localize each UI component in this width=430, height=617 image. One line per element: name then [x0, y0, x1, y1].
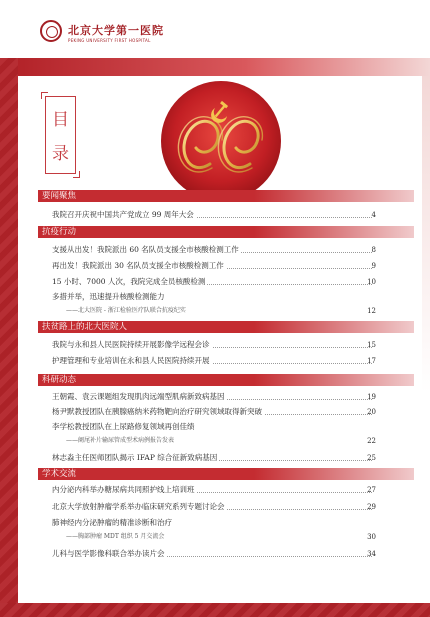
- section-header-epidemic: [38, 226, 414, 238]
- toc-entry[interactable]: [52, 484, 372, 496]
- toc-entry-title: 15 小时、7000 人次，我院完成全员核酸检测: [52, 277, 206, 286]
- toc-entry-title: 儿科与医学影像科联合举办读片会: [52, 549, 165, 558]
- toc-entry[interactable]: [52, 276, 372, 288]
- left-decorative-bar: [0, 58, 18, 604]
- bottom-decorative-band: [0, 603, 430, 617]
- hospital-logo: [40, 20, 62, 42]
- top-decorative-strip: [18, 58, 430, 76]
- institution-english-name: PEKING UNIVERSITY FIRST HOSPITAL: [68, 38, 151, 43]
- section-label: 要闻聚焦: [42, 191, 77, 201]
- toc-entry[interactable]: [52, 452, 372, 464]
- toc-entry-subtitle: ——胸部肿瘤 MDT 组织 5 月交流会: [66, 533, 165, 540]
- section-label: 科研动态: [42, 375, 77, 385]
- toc-entry-title: 李学松教授团队在上尿路修复领域再创佳绩: [52, 422, 195, 431]
- page-header: [0, 0, 430, 58]
- toc-entry-title: 内分泌内科举办糖尿病共同照护线上培训班: [52, 485, 195, 494]
- section-header-academic-exchange: [38, 468, 414, 480]
- toc-entry-page: 22: [367, 437, 376, 445]
- toc-entry[interactable]: [52, 391, 372, 403]
- toc-entry[interactable]: [52, 517, 372, 529]
- section-header-poverty-relief: [38, 321, 414, 333]
- toc-entry[interactable]: [52, 406, 372, 418]
- institution-name: 北京大学第一医院: [68, 24, 164, 37]
- toc-entry-title: 多措并举，迅速提升核酸检测能力: [52, 292, 165, 301]
- toc-entry-title: 林志淼主任医师团队揭示 IFAP 综合征新致病基因: [52, 453, 218, 462]
- toc-entry-page: 27: [367, 486, 376, 494]
- toc-title-char-1: 目: [52, 110, 69, 130]
- toc-entry-subtitle: ——阑尾补片输尿管成型术病例报告发表: [66, 437, 175, 444]
- toc-entry-page: 34: [367, 550, 376, 558]
- toc-title-box: [45, 96, 76, 174]
- toc-entry-title: 王朝霞、袁云课题组发现肌肉远端型肌病新致病基因: [52, 392, 225, 401]
- toc-entry-title: 再出发！我院派出 30 名队员支援全市核酸检测工作: [52, 261, 224, 270]
- toc-entry-title: 我院召开庆祝中国共产党成立 99 周年大会: [52, 210, 194, 219]
- toc-entry-page: 10: [367, 278, 376, 286]
- toc-entry-page: 9: [371, 262, 376, 270]
- toc-entry[interactable]: [52, 209, 372, 221]
- toc-entry-subtitle: ——北大医院 - 浙江检验医疗队联合抗疫纪实: [66, 307, 186, 314]
- toc-title-char-2: 录: [52, 144, 69, 164]
- toc-entry-title: 我院与永和县人民医院持续开展影像学远程会诊: [52, 340, 210, 349]
- toc-entry-title: 北京大学放射肿瘤学系举办临床研究系列专题讨论会: [52, 502, 225, 511]
- toc-entry-title: 支援从出发！我院派出 60 名队员支援全市核酸检测工作: [52, 245, 239, 254]
- toc-entry[interactable]: [52, 291, 372, 303]
- toc-entry-page: 30: [367, 533, 376, 541]
- section-label: 扶贫路上的北大医院人: [42, 322, 128, 332]
- toc-entry-page: 17: [367, 357, 376, 365]
- toc-entry-page: 19: [367, 393, 376, 401]
- toc-entry[interactable]: [52, 260, 372, 272]
- toc-entry-page: 29: [367, 503, 376, 511]
- section-header-focus: [38, 190, 414, 202]
- toc-entry[interactable]: [52, 339, 372, 351]
- right-decorative-edge: [422, 76, 430, 604]
- toc-entry-title: 肺神经内分泌肿瘤的精准诊断和治疗: [52, 518, 172, 527]
- toc-entry-title: 杨尹默教授团队在胰腺癌纳米药物靶向治疗研究领域取得新突破: [52, 407, 262, 416]
- toc-entry-page: 15: [367, 341, 376, 349]
- toc-entry-page: 20: [367, 408, 376, 416]
- toc-entry-page: 4: [371, 211, 376, 219]
- party-99-anniversary-emblem: [158, 78, 284, 204]
- toc-entry-page: 25: [367, 454, 376, 462]
- toc-entry[interactable]: [52, 355, 372, 367]
- toc-entry[interactable]: [52, 548, 372, 560]
- section-label: 抗疫行动: [42, 227, 77, 237]
- toc-entry[interactable]: [52, 501, 372, 513]
- toc-entry[interactable]: [52, 244, 372, 256]
- section-label: 学术交流: [42, 469, 77, 479]
- toc-entry[interactable]: [52, 421, 372, 433]
- toc-entry-title: 护理管理和专业培训在永和县人民医院持续开展: [52, 356, 210, 365]
- toc-entry-page: 8: [371, 246, 376, 254]
- toc-entry-page: 12: [367, 307, 376, 315]
- section-header-research: [38, 374, 414, 386]
